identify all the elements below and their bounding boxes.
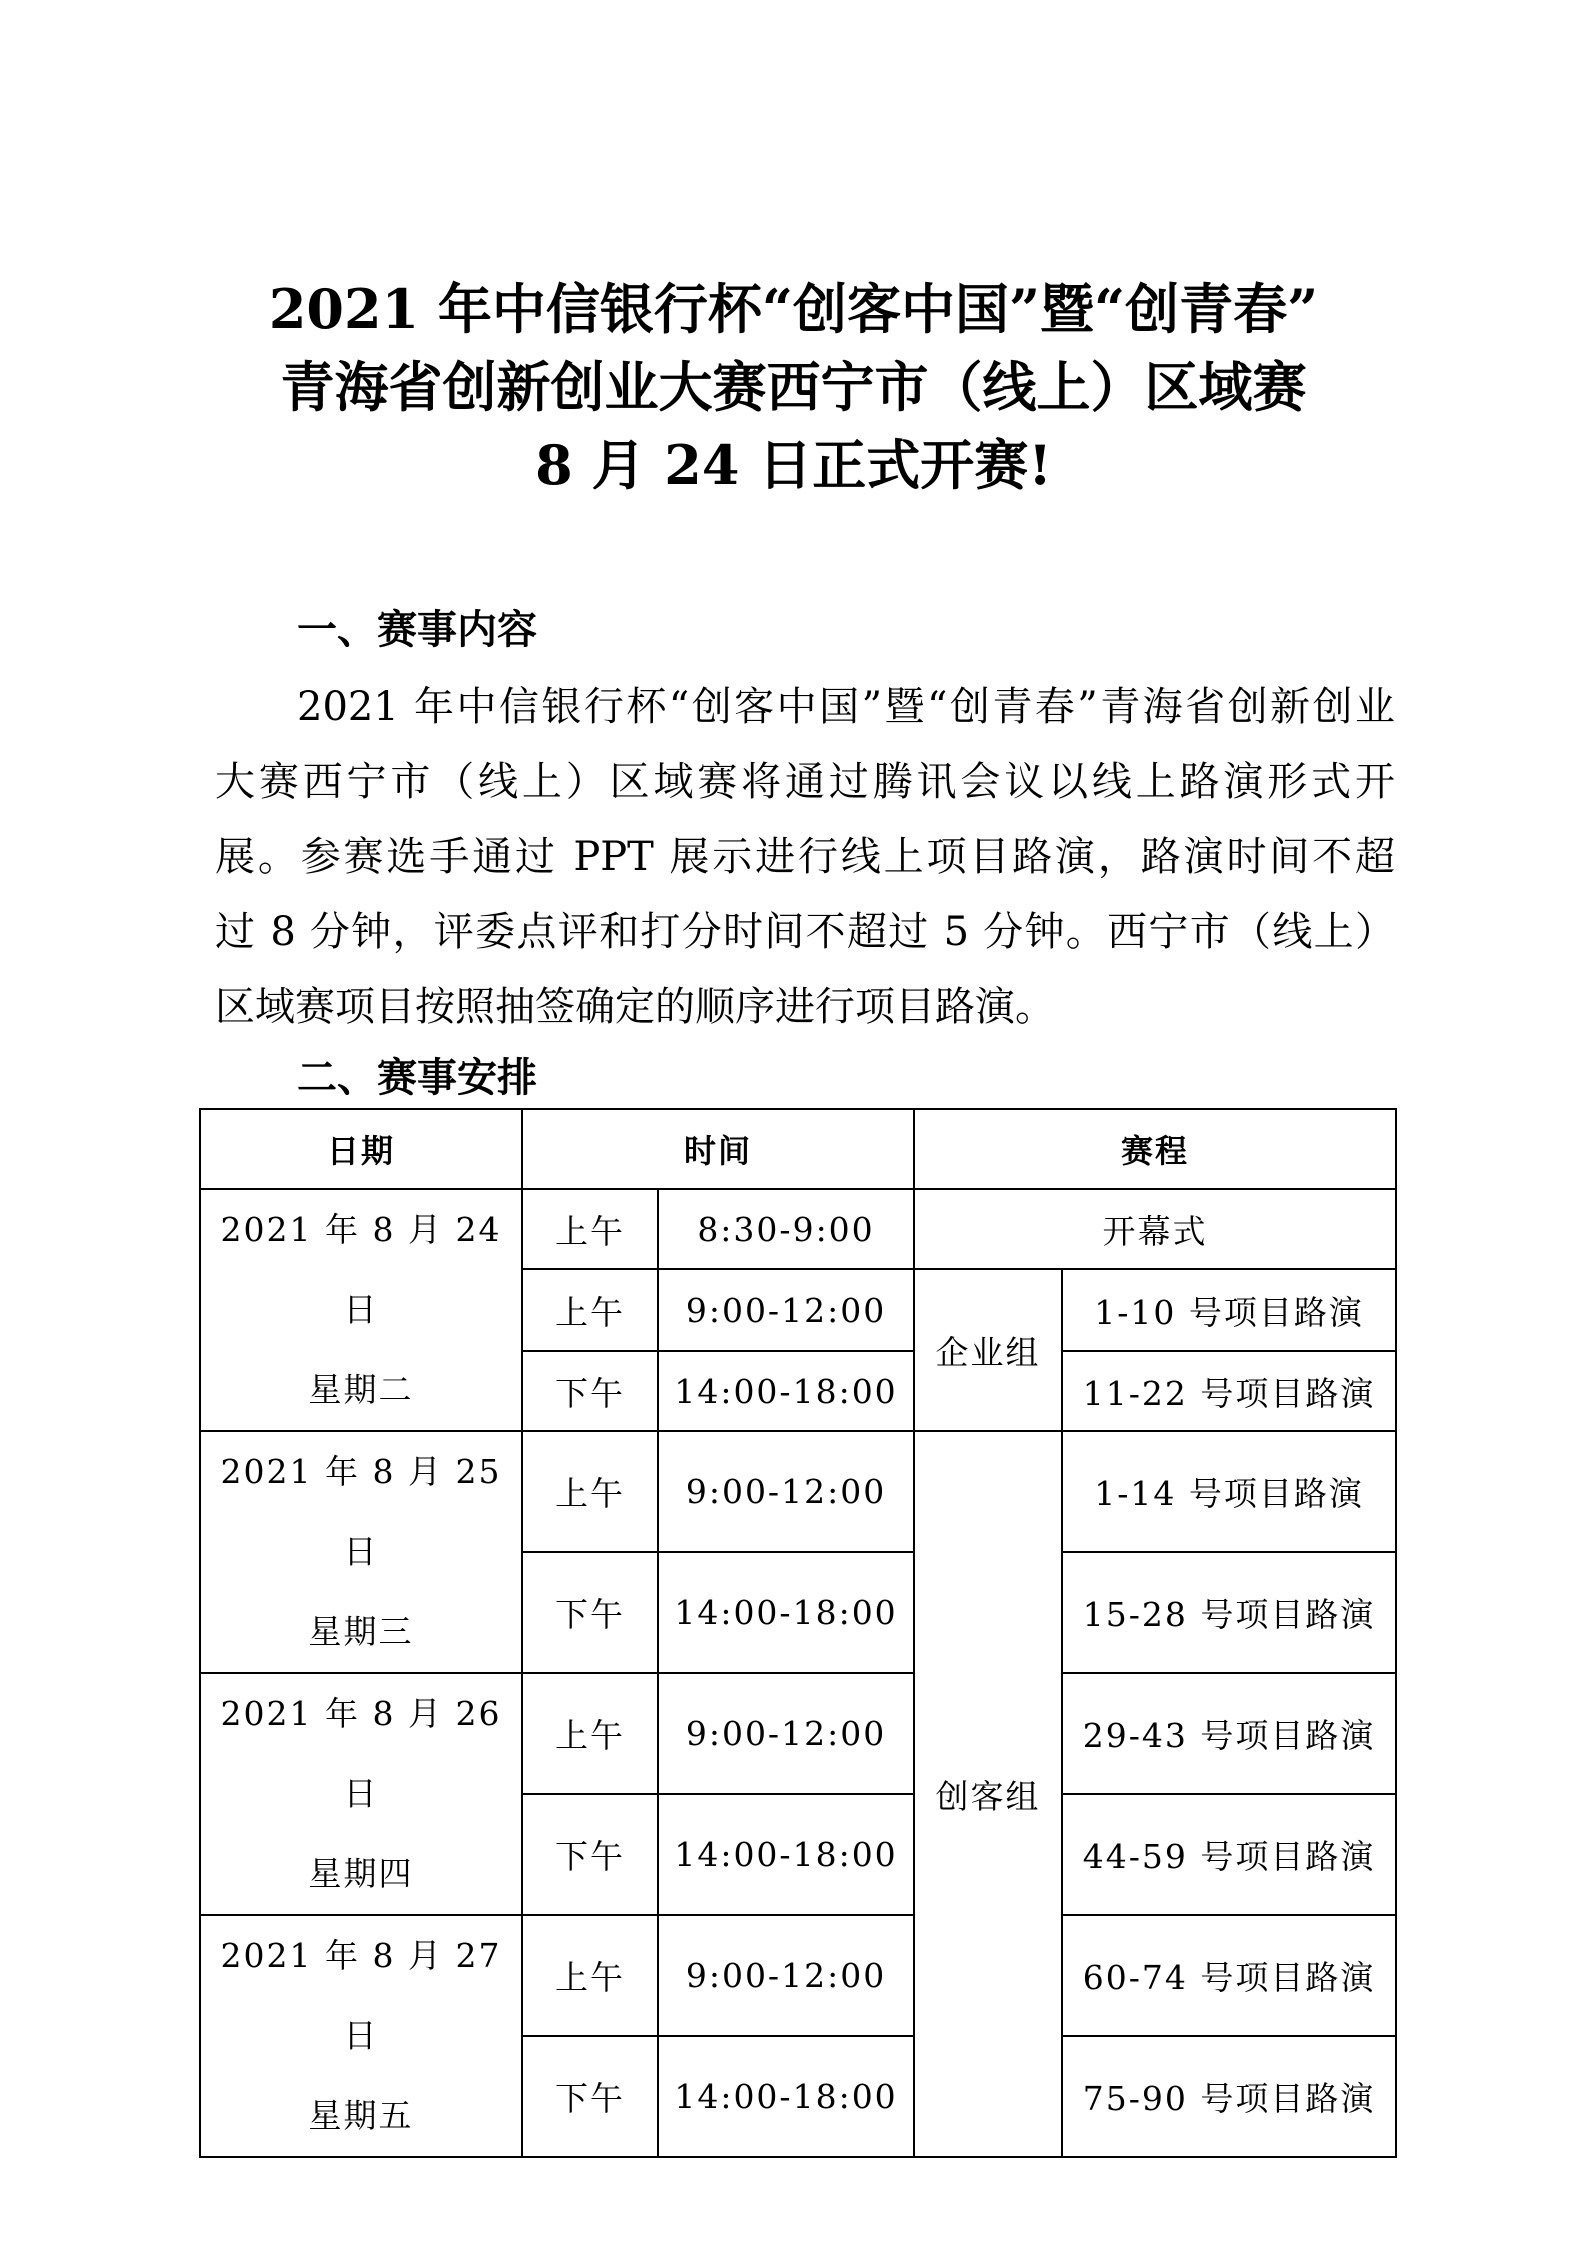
date-cell bbox=[200, 1915, 522, 2157]
event-cell: 1-14 号项目路演 bbox=[1062, 1431, 1396, 1552]
paragraph-line: 区域赛项目按照抽签确定的顺序进行项目路演。 bbox=[215, 984, 1055, 1030]
date-text: 2021 年 8 月 24 日 bbox=[220, 1210, 502, 1329]
period-cell: 下午 bbox=[522, 1351, 658, 1431]
event-cell: 开幕式 bbox=[914, 1189, 1396, 1269]
period-cell: 下午 bbox=[522, 2036, 658, 2157]
paragraph-line: 展。参赛选手通过 PPT 展示进行线上项目路演，路演时间不超 bbox=[215, 834, 1395, 880]
period-cell: 上午 bbox=[522, 1189, 658, 1269]
paragraph-line: 2021 年中信银行杯“创客中国”暨“创青春”青海省创新创业 bbox=[297, 684, 1395, 730]
weekday-text: 星期四 bbox=[308, 1854, 414, 1893]
date-cell bbox=[200, 1431, 522, 1673]
title-line-1: 2021 年中信银行杯“创客中国”暨“创青春” bbox=[268, 277, 1319, 341]
time-cell: 14:00-18:00 bbox=[658, 2036, 914, 2157]
header-time: 时间 bbox=[522, 1109, 914, 1189]
time-cell: 9:00-12:00 bbox=[658, 1915, 914, 2036]
event-cell: 75-90 号项目路演 bbox=[1062, 2036, 1396, 2157]
weekday-text: 星期三 bbox=[308, 1612, 414, 1651]
weekday-text: 星期五 bbox=[308, 2096, 414, 2135]
group-cell-enterprise: 企业组 bbox=[914, 1269, 1062, 1431]
time-cell: 9:00-12:00 bbox=[658, 1673, 914, 1794]
paragraph-line: 过 8 分钟，评委点评和打分时间不超过 5 分钟。西宁市（线上） bbox=[215, 909, 1395, 955]
period-cell: 上午 bbox=[522, 1915, 658, 2036]
section-content-paragraph bbox=[215, 670, 1395, 1045]
time-cell: 8:30-9:00 bbox=[658, 1189, 914, 1269]
event-cell: 29-43 号项目路演 bbox=[1062, 1673, 1396, 1794]
date-cell bbox=[200, 1189, 522, 1431]
event-cell: 44-59 号项目路演 bbox=[1062, 1794, 1396, 1915]
time-cell: 14:00-18:00 bbox=[658, 1552, 914, 1673]
title-line-2: 青海省创新创业大赛西宁市（线上）区域赛 bbox=[280, 355, 1307, 419]
table-row bbox=[200, 1673, 1396, 1794]
time-cell: 14:00-18:00 bbox=[658, 1351, 914, 1431]
header-date: 日期 bbox=[200, 1109, 522, 1189]
header-schedule: 赛程 bbox=[914, 1109, 1396, 1189]
section-heading-schedule: 二、赛事安排 bbox=[297, 1054, 537, 1101]
paragraph-line: 大赛西宁市（线上）区域赛将通过腾讯会议以线上路演形式开 bbox=[215, 759, 1395, 805]
table-row bbox=[200, 1189, 1396, 1269]
event-cell: 1-10 号项目路演 bbox=[1062, 1269, 1396, 1351]
period-cell: 上午 bbox=[522, 1673, 658, 1794]
period-cell: 下午 bbox=[522, 1552, 658, 1673]
title-line-3: 8 月 24 日正式开赛! bbox=[535, 433, 1052, 497]
table-header-row bbox=[200, 1109, 1396, 1189]
section-heading-content: 一、赛事内容 bbox=[297, 606, 537, 653]
period-cell: 上午 bbox=[522, 1269, 658, 1351]
time-cell: 9:00-12:00 bbox=[658, 1431, 914, 1552]
date-cell bbox=[200, 1673, 522, 1915]
table-row bbox=[200, 1915, 1396, 2036]
weekday-text: 星期二 bbox=[308, 1370, 414, 1409]
document-title bbox=[160, 270, 1427, 504]
time-cell: 14:00-18:00 bbox=[658, 1794, 914, 1915]
period-cell: 下午 bbox=[522, 1794, 658, 1915]
period-cell: 上午 bbox=[522, 1431, 658, 1552]
event-cell: 15-28 号项目路演 bbox=[1062, 1552, 1396, 1673]
date-text: 2021 年 8 月 26 日 bbox=[220, 1694, 502, 1813]
event-cell: 11-22 号项目路演 bbox=[1062, 1351, 1396, 1431]
table-row bbox=[200, 1431, 1396, 1552]
group-cell-maker: 创客组 bbox=[914, 1431, 1062, 2157]
schedule-table bbox=[199, 1108, 1397, 2158]
date-text: 2021 年 8 月 25 日 bbox=[220, 1452, 502, 1571]
event-cell: 60-74 号项目路演 bbox=[1062, 1915, 1396, 2036]
time-cell: 9:00-12:00 bbox=[658, 1269, 914, 1351]
date-text: 2021 年 8 月 27 日 bbox=[220, 1936, 502, 2055]
